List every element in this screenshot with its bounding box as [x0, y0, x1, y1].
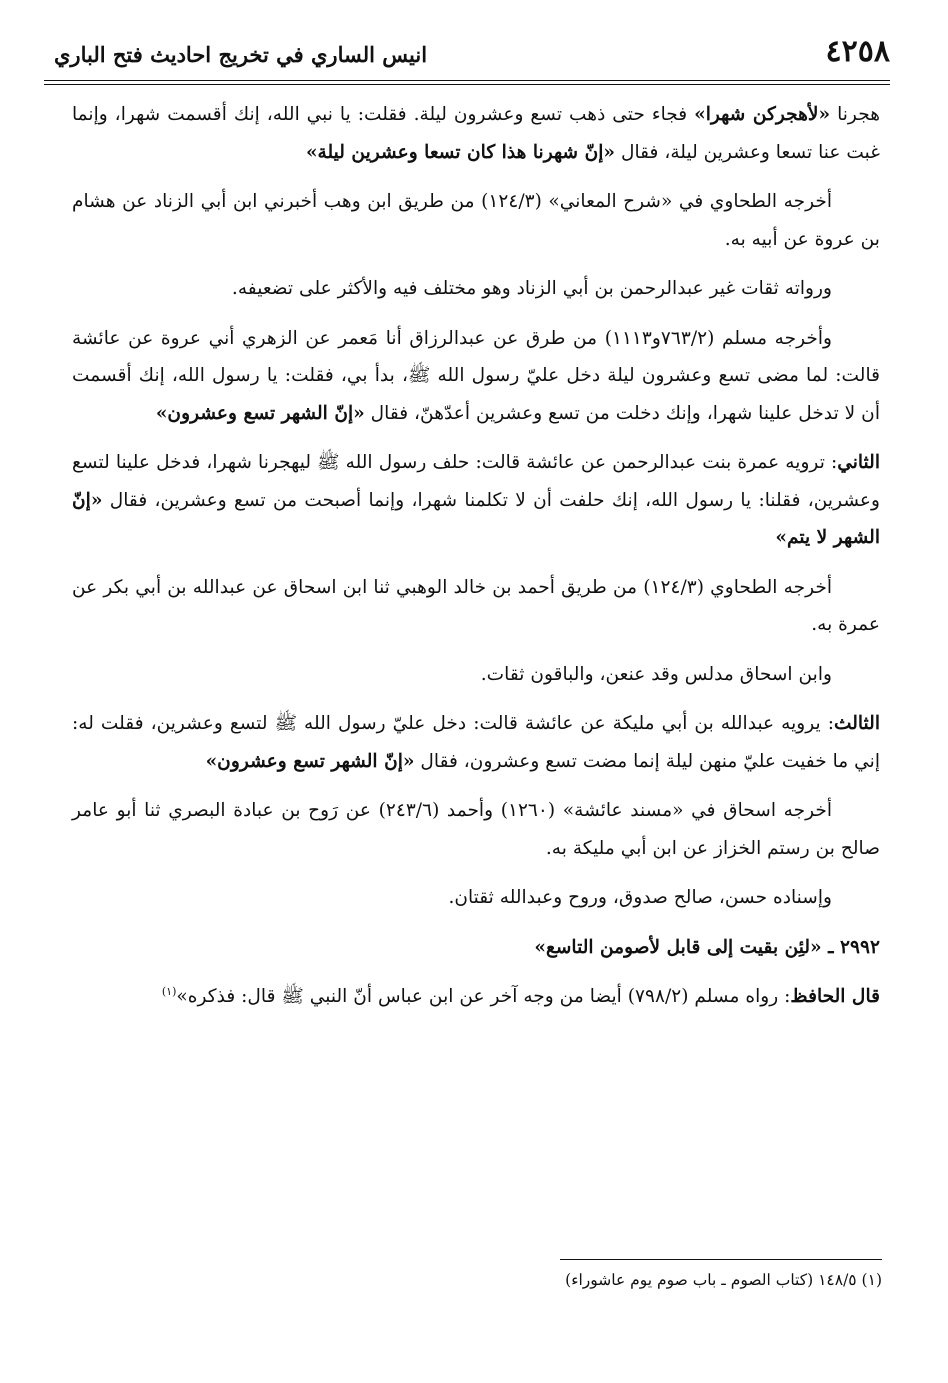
paragraph — [72, 879, 880, 917]
text-run: أخرجه اسحاق في «مسند عائشة» (١٢٦٠) وأحمد (٢٤٣/٦) عن رَوح بن عبادة البصري ثنا أبو عامر صالح بن رستم الخزاز عن ابن أبي مليكة به. — [72, 800, 880, 859]
bold-run: الثاني — [837, 452, 880, 473]
running-title: انيس الساري في تخريج احاديث فتح الباري — [54, 42, 428, 67]
text-run: أخرجه الطحاوي (١٢٤/٣) من طريق أحمد بن خالد الوهبي ثنا ابن اسحاق عن عبدالله بن أبي بكر عن عمرة به. — [72, 576, 880, 635]
text-run: فجاء حتى ذهب تسع وعشرون ليلة. فقلت: يا نبي الله، إنك أقسمت شهرا، وإنما غبت عنا تسعا وعشرين ليلة، فقال — [72, 104, 880, 163]
bold-run: ٢٩٩٢ ـ «لئِن بقيت إلى قابل لأصومن التاسع» — [534, 936, 880, 958]
paragraph — [72, 320, 880, 433]
text-run: : رواه مسلم (٧٩٨/٢) أيضا من وجه آخر عن ابن عباس أنّ النبي ﷺ قال: فذكره» — [176, 986, 791, 1007]
footnote-ref: (١) — [161, 984, 177, 998]
text-run: وإسناده حسن، صالح صدوق، وروح وعبدالله ثقتان. — [448, 887, 832, 908]
text-run: وابن اسحاق مدلس وقد عنعن، والباقون ثقات. — [480, 663, 832, 685]
bold-run: «إنّ الشهر تسع وعشرون» — [205, 750, 415, 772]
paragraph — [72, 183, 880, 258]
bold-run: قال الحافظ — [790, 986, 880, 1007]
paragraph — [72, 929, 880, 967]
paragraph — [72, 705, 880, 780]
body-text — [72, 96, 880, 1028]
text-run: وأخرجه مسلم (٧٦٣/٢و١١١٣) من طرق عن عبدالرزاق أنا مَعمر عن الزهري أني عروة عن عائشة قالت: لما مضى تسع وعشرون ليلة دخل عليّ رسول الله ﷺ، بدأ بي، فقلت: يا رسول الله، إنك أقسمت أن لا تدخل علينا شهرا، وإنك دخلت من تسع وعشرين أعدّهنّ، فقال — [72, 327, 880, 424]
text-run: هجرنا — [830, 104, 880, 125]
bold-run: الثالث — [833, 713, 880, 734]
paragraph — [72, 792, 880, 867]
bold-run: «إنّ الشهر لا يتم» — [72, 489, 880, 548]
text-run: أخرجه الطحاوي في «شرح المعاني» (١٢٤/٣) من طريق ابن وهب أخبرني ابن أبي الزناد عن هشام بن عروة عن أبيه به. — [72, 191, 880, 250]
page-header — [48, 32, 890, 78]
text-run: : يرويه عبدالله بن أبي مليكة عن عائشة قالت: دخل عليّ رسول الله ﷺ لتسع وعشرين، فقلت له: إني ما خفيت عليّ منهن ليلة إنما مضت تسع وعشرون، فقال — [72, 713, 880, 772]
text-run: ورواته ثقات غير عبدالرحمن بن أبي الزناد وهو مختلف فيه والأكثر على تضعيفه. — [231, 278, 832, 299]
paragraph — [72, 569, 880, 644]
footnote-rule — [560, 1259, 882, 1260]
paragraph — [72, 96, 880, 171]
footnote: (١) ١٤٨/٥ (كتاب الصوم ـ باب صوم يوم عاشوراء) — [565, 1271, 882, 1289]
paragraph — [72, 270, 880, 308]
page-number: ٤٢٥٨ — [825, 34, 890, 69]
bold-run: «لأهجركن شهرا» — [694, 104, 831, 125]
bold-run: «إنّ الشهر تسع وعشرون» — [155, 402, 365, 424]
header-rule-inner — [44, 84, 890, 85]
text-run: : ترويه عمرة بنت عبدالرحمن عن عائشة قالت: حلف رسول الله ﷺ ليهجرنا شهرا، فدخل علينا لتسع وعشرين، فقلنا: يا رسول الله، إنك حلفت أن لا تكلمنا شهرا، وإنما أصبحت من تسع وعشرين، فقال — [72, 452, 880, 511]
paragraph — [72, 444, 880, 557]
paragraph — [72, 656, 880, 694]
paragraph — [72, 978, 880, 1016]
header-rule — [44, 80, 890, 81]
bold-run: «إنّ شهرنا هذا كان تسعا وعشرين ليلة» — [305, 141, 616, 163]
